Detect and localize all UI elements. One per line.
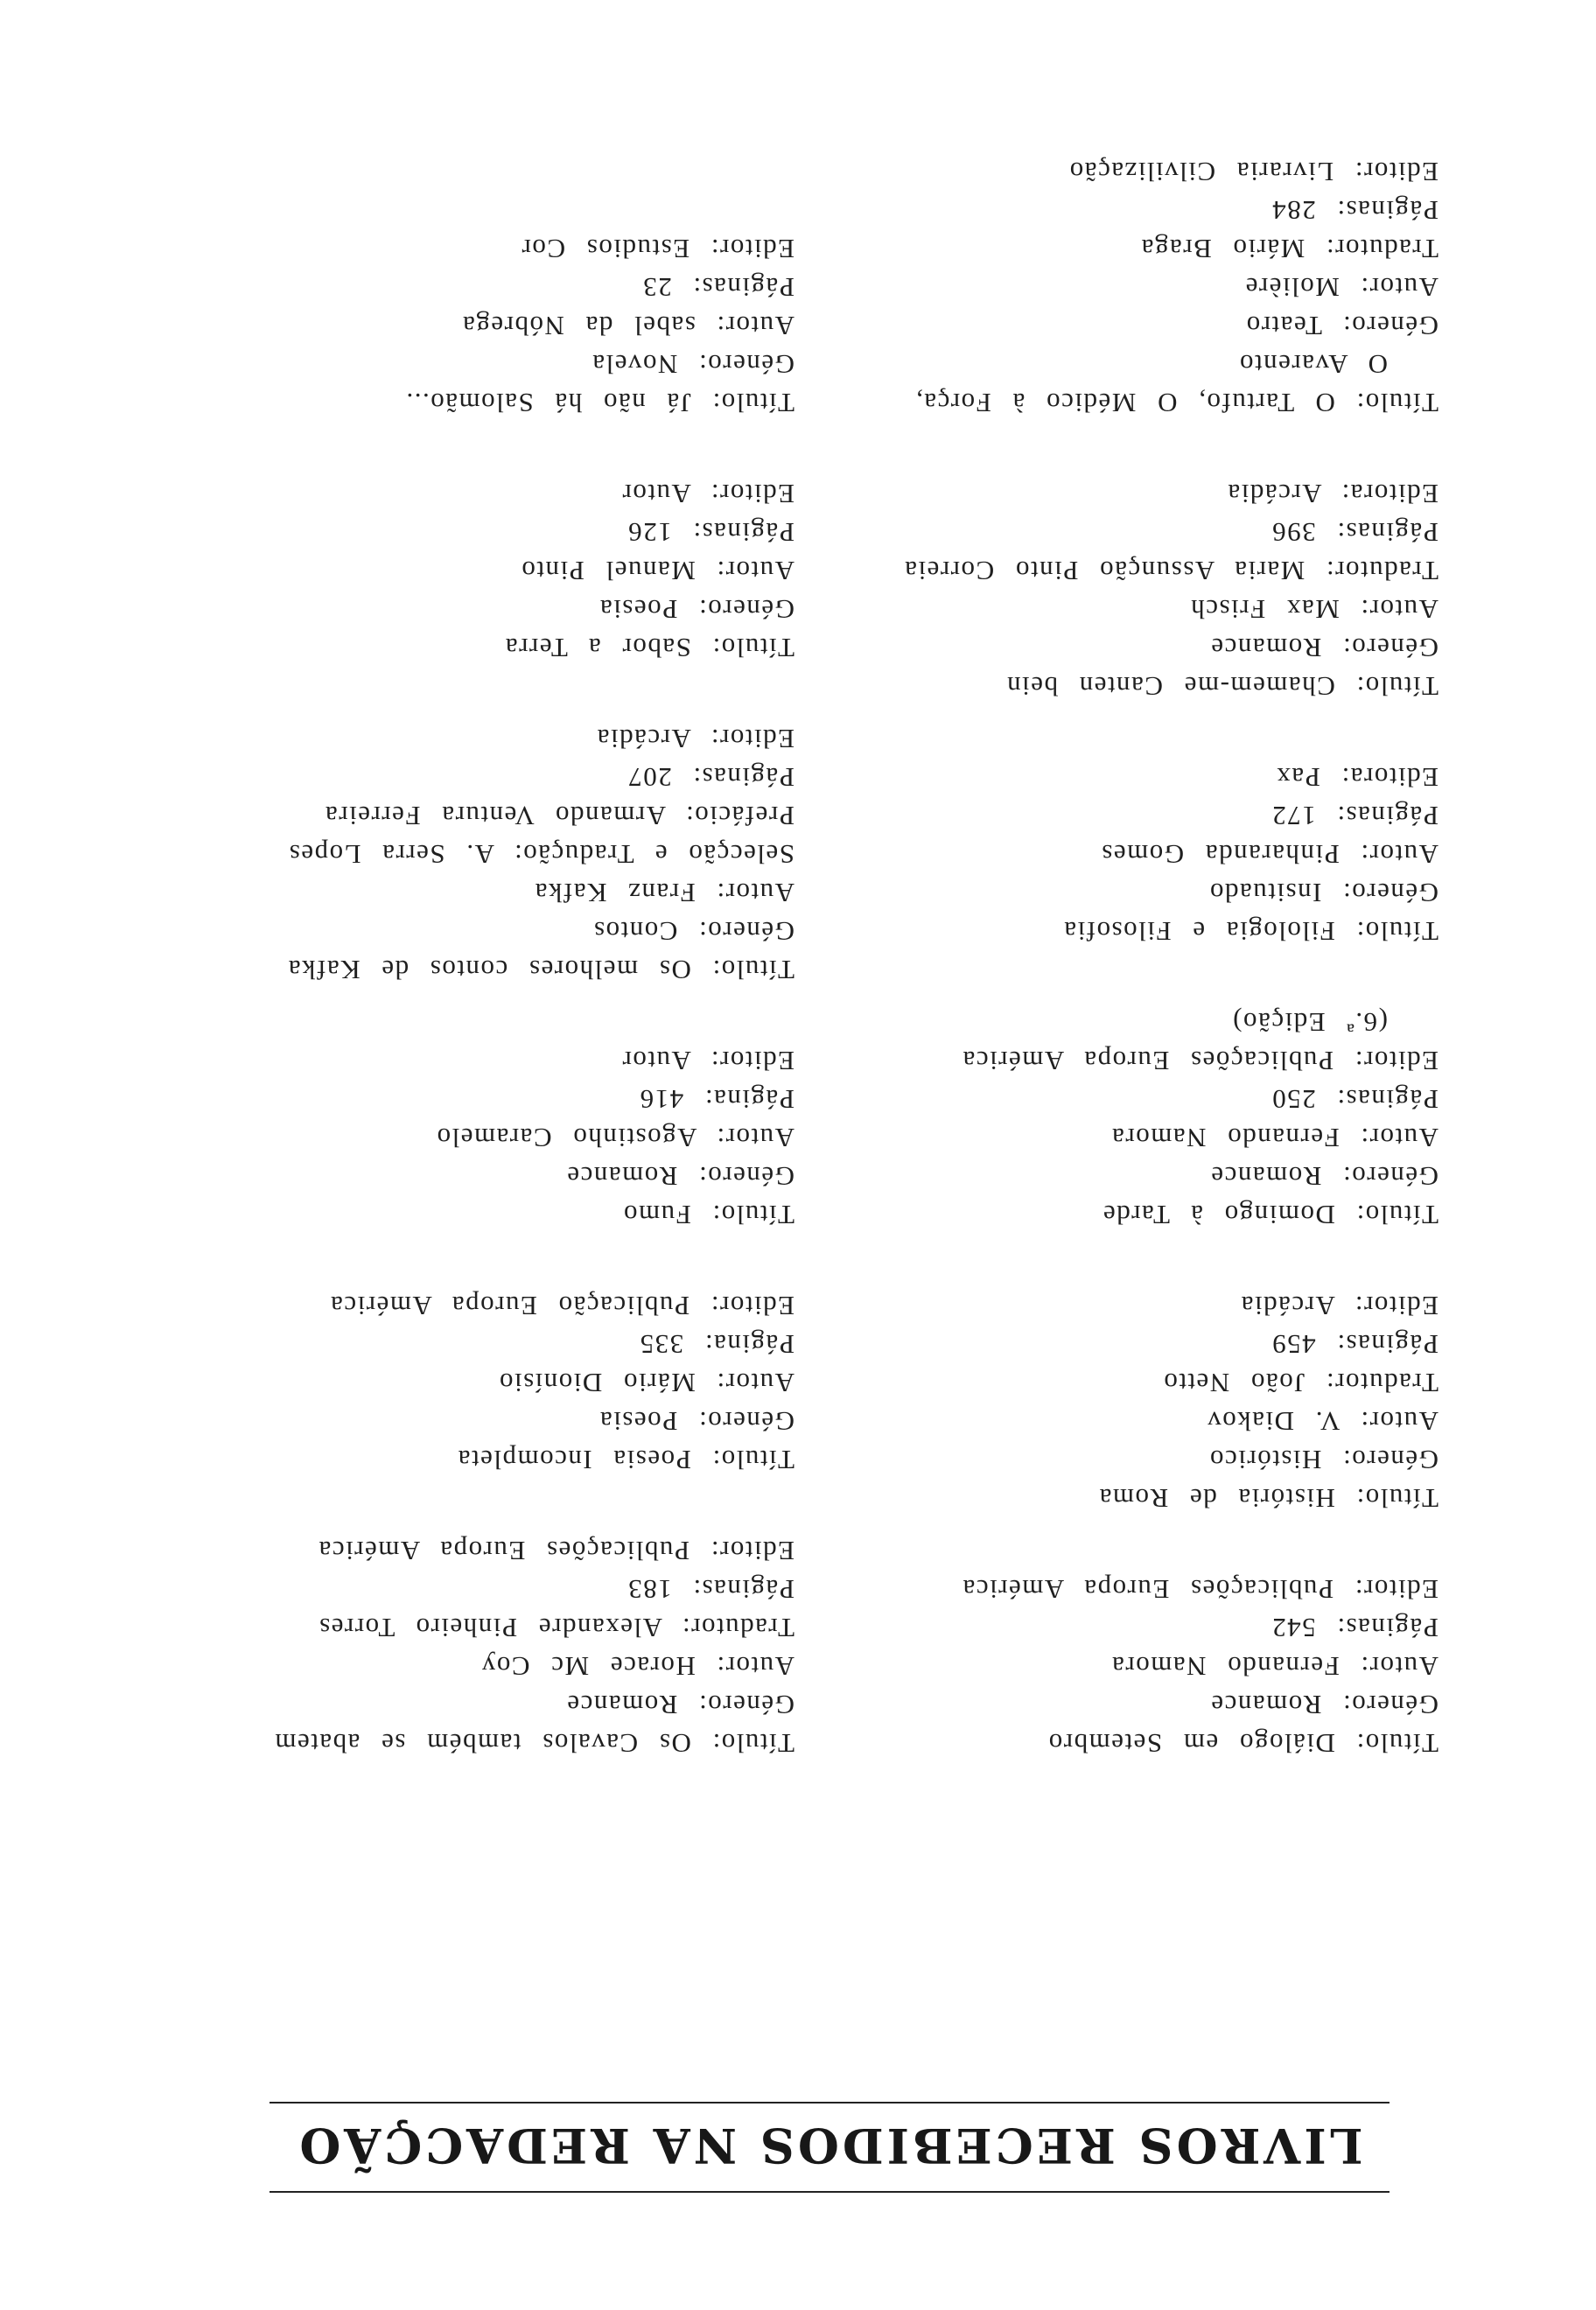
book-entry-line: Género: Romance xyxy=(565,1161,794,1192)
book-entry-line: Género: Romance xyxy=(565,1690,794,1720)
book-entry-line: Género: Poesia xyxy=(598,594,794,625)
book-entry-line: Autor: Mário Dionísio xyxy=(498,1368,794,1398)
book-entry-line: Autor: Franz Kafka xyxy=(534,878,794,908)
book-entry-line: Género: Romance xyxy=(1209,1690,1438,1720)
book-entry-line: (6.ª Edição) xyxy=(1231,1007,1388,1038)
book-entry-line: Páginas: 23 xyxy=(641,272,794,303)
book-entry-line: Título: História de Roma xyxy=(1098,1483,1438,1514)
book-entry-line: Título: Os melhores contos de Kafka xyxy=(287,955,794,985)
book-entry xyxy=(774,152,1438,422)
book-entry-line: Título: Diálogo em Setembro xyxy=(1047,1728,1438,1759)
heading-bottom-rule xyxy=(270,2102,1390,2104)
book-entry-line: Género: Romance xyxy=(1209,1161,1438,1192)
book-entry-line: Autor: Molière xyxy=(1244,272,1438,303)
book-entry-line: Título: Domingo à Tarde xyxy=(1102,1200,1438,1230)
book-entry-line: Tradutor: Alexandre Pinheiro Torres xyxy=(318,1613,794,1643)
book-entry-line: Título: Fumo xyxy=(622,1200,794,1230)
book-entry-line: Autor: Agostinho Caramelo xyxy=(436,1123,794,1153)
book-entry xyxy=(774,1286,1438,1517)
book-entry xyxy=(774,1003,1438,1234)
book-entry xyxy=(774,474,1438,705)
book-entry xyxy=(774,758,1438,950)
book-entry-line: Editor: Autor xyxy=(621,1046,794,1076)
book-entry xyxy=(24,474,794,667)
book-entry-line: Prefácio: Armando Ventura Ferreira xyxy=(324,801,794,831)
book-entry-line: Género: Contos xyxy=(592,916,794,947)
left-column xyxy=(774,100,1438,1762)
book-entry-line: Editora: Pax xyxy=(1275,762,1438,793)
book-entry-line: Selecção e Tradução: A. Serra Lopes xyxy=(288,839,794,870)
book-entry-line: Páginas: 172 xyxy=(1270,801,1438,831)
book-entry-line: Autor: Pinharanda Gomes xyxy=(1100,839,1438,870)
book-entry-line: Páginas: 183 xyxy=(626,1574,794,1605)
book-entry-line: Páginas: 207 xyxy=(626,762,794,793)
book-entry-line: Autor: Fernando Namora xyxy=(1110,1651,1438,1682)
book-entry-line: Editor: Livraria Cilvilização xyxy=(1068,157,1438,187)
book-entry-line: Género: Romance xyxy=(1209,633,1438,663)
right-column xyxy=(24,177,794,1762)
book-entry-line: Autor: Manuel Pinto xyxy=(520,556,794,586)
book-entry-line: Autor: sabel da Nóbrega xyxy=(461,311,794,341)
book-entry-line: Autor: Fernando Namora xyxy=(1110,1123,1438,1153)
book-entry-line: Género: Insituado xyxy=(1208,878,1438,908)
book-entry-line: Páginas: 250 xyxy=(1270,1084,1438,1115)
book-entry-line: Páginas: 396 xyxy=(1270,517,1438,548)
book-entry-line: Páginas: 126 xyxy=(626,517,794,548)
book-entry-line: Editora: Arcádia xyxy=(1227,479,1438,509)
book-entry-line: Páginas: 459 xyxy=(1270,1329,1438,1360)
book-entry-line: Editor: Arcádia xyxy=(1240,1291,1438,1321)
book-entry xyxy=(24,1531,794,1762)
book-entry-line: Título: Os Cavalos também se abatem xyxy=(273,1728,794,1759)
heading-top-rule xyxy=(270,2191,1390,2193)
book-entry-line: Editor: Publicações Europa América xyxy=(962,1574,1438,1605)
book-entry-line: Editor: Publicações Europa América xyxy=(318,1536,794,1566)
book-entry-line: Autor: V. Diakov xyxy=(1206,1406,1438,1437)
book-entry-line: Páginas: 284 xyxy=(1270,195,1438,226)
book-entry-line: Página: 335 xyxy=(639,1329,794,1360)
book-entry-line: Tradutor: Maria Assunção Pinto Correia xyxy=(903,556,1438,586)
book-entry-line: Página: 416 xyxy=(639,1084,794,1115)
book-entry-line: Editor: Arcádia xyxy=(596,724,794,754)
book-entry-line: Editor: Autor xyxy=(621,479,794,509)
page-heading: LIVROS RECEBIDOS NA REDACÇÃO xyxy=(296,2118,1363,2174)
book-entry-line: Autor: Horace Mc Coy xyxy=(480,1651,794,1682)
book-entry xyxy=(24,229,794,422)
book-entry-line: Título: O Tartufo, O Médico à Força, xyxy=(914,388,1438,418)
book-entry-line: Género: Histórico xyxy=(1208,1445,1438,1475)
book-entry-line: Título: Poesia Incompleta xyxy=(457,1445,794,1475)
book-entry xyxy=(774,1570,1438,1762)
book-entry xyxy=(24,1041,794,1234)
book-entry-line: Título: Sabor a Terra xyxy=(504,633,794,663)
book-entry-line: Título: Já não há Salomão... xyxy=(405,388,794,418)
book-entry-line: O Avarento xyxy=(1238,349,1388,380)
book-entry-line: Páginas: 542 xyxy=(1270,1613,1438,1643)
book-entry-line: Género: Teatro xyxy=(1245,311,1438,341)
book-entry-line: Título: Chamem-me Canten bein xyxy=(1005,671,1438,702)
book-entry-line: Género: Novela xyxy=(591,349,794,380)
book-entry-line: Editor: Estudios Cor xyxy=(521,234,794,264)
book-entry xyxy=(24,1286,794,1479)
book-entry-line: Tradutor: João Netto xyxy=(1162,1368,1438,1398)
book-entry-line: Tradutor: Mário Braga xyxy=(1140,234,1438,264)
book-entry-line: Título: Filologia e Filosofia xyxy=(1062,916,1438,947)
book-entry xyxy=(24,719,794,989)
book-entry-line: Editor: Publicação Europa América xyxy=(329,1291,794,1321)
book-entry-line: Autor: Max Frisch xyxy=(1189,594,1438,625)
book-entry-line: Género: Poesia xyxy=(598,1406,794,1437)
book-entry-line: Editor: Publicações Europa América xyxy=(962,1046,1438,1076)
